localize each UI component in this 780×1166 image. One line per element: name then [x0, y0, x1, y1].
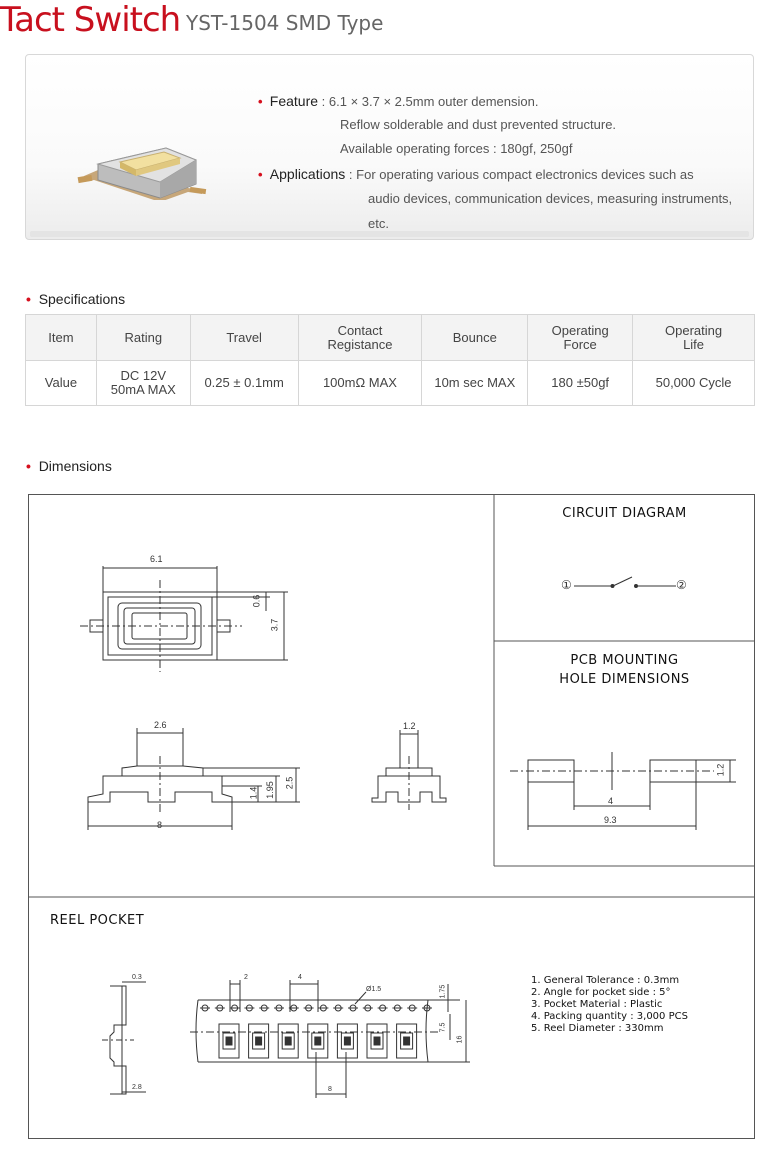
pocket-component-core: [374, 1037, 380, 1045]
dim-label: 4: [298, 974, 302, 981]
model-subtitle: YST-1504 SMD Type: [186, 11, 384, 35]
dim-label: Ø1.5: [366, 986, 382, 993]
reel-pocket-title: REEL POCKET: [50, 913, 145, 928]
feature-label: Feature: [269, 93, 319, 109]
pcb-title-line-2: HOLE DIMENSIONS: [559, 672, 690, 687]
feature-box: • Feature : 6.1 × 3.7 × 2.5mm outer demension. Reflow solderable and dust prevented structure. Available operating forces : 180gf, 250gf • Applications : For operating various compact electronics devices such as audio devices, communication devices, measuring instruments, etc.: [25, 54, 754, 240]
applications-line-2: audio devices, communication devices, measuring instruments,: [368, 191, 733, 206]
header-cell: Bounce: [422, 315, 528, 361]
dim-label: 6.1: [150, 554, 163, 564]
pin-1-label: ①: [561, 578, 572, 592]
value-cell: Value: [26, 361, 97, 406]
value-cell: DC 12V 50mA MAX: [96, 361, 190, 406]
feature-line-1: : 6.1 × 3.7 × 2.5mm outer demension.: [321, 94, 539, 109]
value-cell: 10m sec MAX: [422, 361, 528, 406]
dim-label: 0.3: [132, 974, 142, 981]
dim-label: 2.5: [284, 776, 295, 790]
note-3: 3. Pocket Material : Plastic: [531, 999, 663, 1010]
dimensions-heading: • Dimensions: [26, 458, 112, 474]
pocket-component-core: [256, 1037, 262, 1045]
value-cell: 100mΩ MAX: [298, 361, 422, 406]
dim-label: 0.6: [251, 594, 262, 608]
applications-label: Applications: [269, 166, 346, 182]
note-5: 5. Reel Diameter : 330mm: [531, 1023, 664, 1034]
value-cell: 180 ±50gf: [528, 361, 633, 406]
dim-label: 1.75: [439, 984, 447, 999]
header-cell: Travel: [190, 315, 298, 361]
header-cell: Operating Life: [633, 315, 755, 361]
header-cell: Operating Force: [528, 315, 633, 361]
value-cell: 0.25 ± 0.1mm: [190, 361, 298, 406]
dim-label: 1.2: [403, 721, 416, 731]
pocket-component-core: [344, 1037, 350, 1045]
applications-line-1: : For operating various compact electronics devices such as: [348, 167, 694, 182]
feature-line-2: Reflow solderable and dust prevented structure.: [340, 117, 617, 132]
dim-label: 2.6: [154, 720, 167, 730]
header-cell: Item: [26, 315, 97, 361]
specifications-heading: • Specifications: [26, 291, 126, 307]
reel-notes: [531, 975, 688, 1035]
dim-label: 2.8: [132, 1084, 142, 1091]
feature-line-3: Available operating forces : 180gf, 250gf: [340, 141, 573, 156]
value-cell: 50,000 Cycle: [633, 361, 755, 406]
pocket-component-core: [285, 1037, 291, 1045]
note-4: 4. Packing quantity : 3,000 PCS: [531, 1011, 688, 1022]
dim-label: 9.3: [604, 815, 617, 825]
dim-label: 1.95: [264, 781, 275, 799]
pocket-component-core: [315, 1037, 321, 1045]
dim-label: 7.5: [439, 1022, 447, 1033]
dim-label: 4: [608, 796, 614, 806]
circuit-diagram-title: CIRCUIT DIAGRAM: [562, 506, 687, 521]
dim-label: 16: [456, 1035, 464, 1044]
header-cell: Contact Registance: [298, 315, 422, 361]
dim-label: 8: [157, 820, 163, 830]
note-2: 2. Angle for pocket side : 5°: [531, 987, 671, 998]
pocket-component-core: [226, 1037, 232, 1045]
pcb-title-line-1: PCB MOUNTING: [570, 653, 679, 668]
dim-label: 1.4: [248, 786, 259, 800]
pocket-component-core: [404, 1037, 410, 1045]
header-cell: Rating: [96, 315, 190, 361]
dim-label: 1.2: [715, 763, 726, 777]
pin-2-label: ②: [676, 578, 687, 592]
applications-line-3: etc.: [368, 216, 389, 231]
page-title: Tact Switch: [0, 0, 181, 40]
dim-label: 8: [328, 1086, 332, 1093]
note-1: 1. General Tolerance : 0.3mm: [531, 975, 680, 986]
dim-label: 3.7: [269, 618, 280, 632]
dim-label: 2: [244, 974, 248, 981]
